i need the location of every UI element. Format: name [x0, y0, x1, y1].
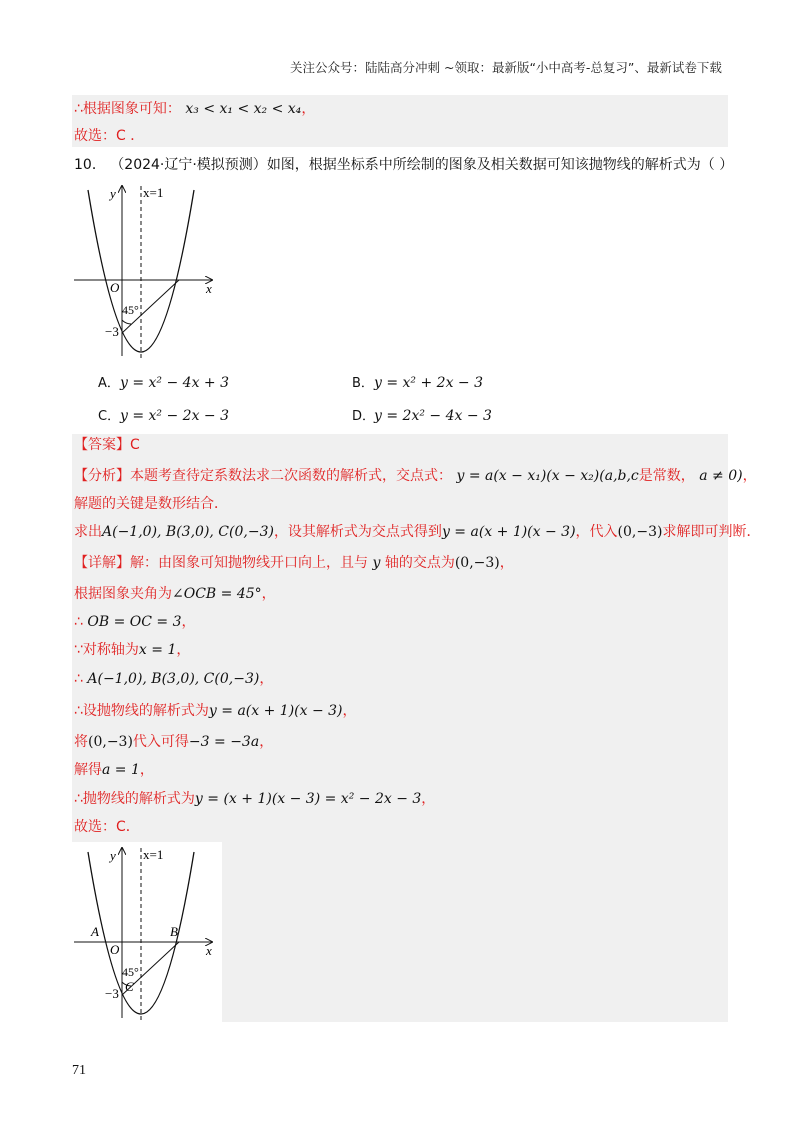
find-form: y = a(x + 1)(x − 3): [441, 524, 576, 540]
step-1-end: ，: [261, 586, 276, 602]
option-b-expr: y = x² + 2x − 3: [374, 375, 484, 391]
step-5-math: y = a(x + 1)(x − 3): [208, 703, 343, 719]
question-number: 10．: [74, 157, 106, 173]
step-2-math: OB = OC = 3: [87, 614, 182, 630]
key-line: 解题的关键是数形结合．: [74, 496, 228, 512]
fig2-angle-label: 45°: [122, 965, 139, 979]
analysis-end: ，: [742, 468, 757, 484]
fig1-intercept-label: −3: [105, 324, 119, 339]
fig2-y-label: y: [110, 848, 116, 863]
analysis-text2: 是常数，: [638, 468, 695, 484]
option-d-label: D．: [352, 409, 376, 424]
detail-axis: y: [372, 555, 381, 571]
analysis-tag: 【分析】: [74, 468, 130, 484]
option-d[interactable]: [352, 405, 492, 424]
question-line: [74, 155, 733, 175]
find-line: [74, 522, 760, 542]
fig2-x-label: x: [206, 943, 212, 958]
prev-choice: 故选：C ．: [74, 128, 145, 144]
step-2-prefix: ∴: [74, 614, 83, 630]
step-7-text: 解得: [74, 762, 102, 778]
analysis-params: (a,b,c: [599, 468, 639, 484]
fig1-origin-label: O: [110, 280, 120, 295]
fig2-point-a: A: [91, 924, 99, 939]
step-8: [74, 789, 435, 809]
question-text: 如图，根据坐标系中所绘制的图象及相关数据可知该抛物线的解析式为（ ）: [266, 157, 734, 173]
prev-conclusion-text: ∴根据图象可知：: [74, 101, 181, 117]
step-8-end: ，: [421, 791, 436, 807]
analysis-formula: y = a(x − x₁)(x − x₂): [456, 468, 600, 484]
step-6-math: −3 = −3a: [188, 734, 260, 750]
step-7: [74, 760, 154, 780]
detail-end: ，: [499, 555, 514, 571]
fig1-angle-label: 45°: [122, 303, 139, 317]
step-4-end: ，: [259, 671, 274, 687]
step-6-end: ，: [259, 734, 274, 750]
find-point: (0,−3): [617, 524, 663, 540]
angle-arc: [122, 320, 131, 324]
step-4-math: A(−1,0), B(3,0), C(0,−3): [87, 671, 260, 687]
step-6-text2: 代入可得: [132, 734, 189, 750]
step-5: [74, 701, 357, 721]
find-points: A(−1,0), B(3,0), C(0,−3): [102, 524, 274, 540]
detail-text: 解：由图象可知抛物线开口向上，且与: [130, 555, 368, 571]
find-mid2: ，代入: [575, 524, 618, 540]
option-c-label: C．: [98, 409, 121, 424]
step-8-math: y = (x + 1)(x − 3) = x² − 2x − 3: [194, 791, 422, 807]
fig2-point-c: C: [125, 979, 134, 994]
step-4: [74, 669, 273, 689]
step-3-math: x = 1: [138, 642, 177, 658]
step-2: [74, 612, 196, 632]
step-6-text: 将: [74, 734, 88, 750]
step-5-end: ，: [342, 703, 357, 719]
question-figure: [72, 180, 222, 360]
step-1: [74, 584, 276, 604]
option-b[interactable]: [352, 372, 483, 391]
step-1-math: ∠OCB = 45°: [172, 586, 262, 602]
find-mid: ，设其解析式为交点式得到: [273, 524, 442, 540]
step-3-end: ，: [176, 642, 191, 658]
step-2-end: ，: [181, 614, 196, 630]
option-a-label: A．: [98, 376, 120, 391]
find-prefix: 求出: [74, 524, 102, 540]
fig1-x-label: x: [206, 281, 212, 296]
step-4-prefix: ∴: [74, 671, 83, 687]
step-7-math: a = 1: [102, 762, 140, 778]
analysis-line: [74, 466, 757, 486]
option-c-expr: y = x² − 2x − 3: [120, 408, 230, 424]
option-a-expr: y = x² − 4x + 3: [120, 375, 230, 391]
detail-tag: 【详解】: [74, 555, 130, 571]
option-d-expr: y = 2x² − 4x − 3: [374, 408, 492, 424]
page-number: 71: [72, 1063, 86, 1078]
answer-value: C: [130, 437, 140, 453]
final-choice: 故选：C．: [74, 819, 140, 835]
page-header: 关注公众号：陆陆高分冲刺 ~领取：最新版“小中高考-总复习”、最新试卷下载: [290, 60, 722, 75]
fig2-point-b: B: [170, 924, 178, 939]
answer-tag: 【答案】: [74, 437, 130, 453]
step-8-text: ∴抛物线的解析式为: [74, 791, 195, 807]
answer-line: [74, 435, 140, 455]
fig1-y-label: y: [110, 186, 116, 201]
fig1-sym-label: x=1: [143, 185, 164, 200]
question-source: （2024·辽宁·模拟预测）: [110, 157, 267, 173]
step-7-end: ，: [139, 762, 154, 778]
detail-text2: 轴的交点为: [384, 555, 455, 571]
detail-line: [74, 553, 514, 573]
fig2-intercept-label: −3: [105, 986, 119, 1001]
analysis-text: 本题考查待定系数法求二次函数的解析式，交点式：: [130, 468, 452, 484]
option-c[interactable]: [98, 405, 229, 424]
step-6-point: (0,−3): [88, 734, 133, 750]
option-b-label: B．: [352, 376, 374, 391]
step-3: [74, 640, 190, 660]
step-5-text: ∴设抛物线的解析式为: [74, 703, 209, 719]
fig2-origin-label: O: [110, 942, 120, 957]
step-3-text: ∵对称轴为: [74, 642, 139, 658]
analysis-condition: a ≠ 0): [699, 468, 743, 484]
solution-figure: [72, 842, 222, 1022]
step-6: [74, 732, 273, 752]
prev-conclusion: [74, 99, 315, 119]
prev-conclusion-math: x₃ < x₁ < x₂ < x₄: [185, 101, 302, 117]
step-1-text: 根据图象夹角为: [74, 586, 172, 602]
prev-conclusion-end: ，: [301, 101, 316, 117]
find-end: 求解即可判断．: [662, 524, 761, 540]
detail-point: (0,−3): [454, 555, 500, 571]
option-a[interactable]: [98, 372, 229, 391]
fig2-sym-label: x=1: [143, 847, 164, 862]
